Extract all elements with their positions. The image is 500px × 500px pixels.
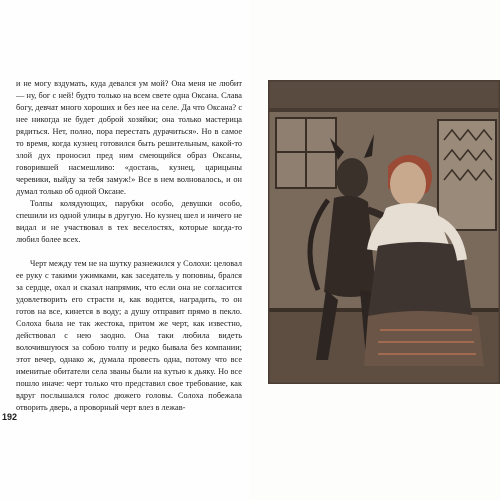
paragraph-2: Толпы колядующих, парубки особо, девушки особо, спешили из одной улицы в другую. Но кузнец шел и ничего не видал и не участвовал в тех веселостях, которые когда-то любил более всех. xyxy=(16,199,242,244)
page-number: 192 xyxy=(2,412,18,422)
illustration-drawing xyxy=(268,80,500,384)
paragraph-3: Черт между тем не на шутку разнежился у Солохи: целовал ее руку с такими ужимками, как заседатель у поповны, брался за сердце, охал и сказал напрямик, что если она не согласится удовлетворить его страсти и, как водится, наградить, то он готов на все, кинется в воду; а душу отправит прямо в пекло. Солоха была не так жестока, притом же черт, как известно, действовал с нею заодно. Она таки любила видеть волочившуюся за собою толпу и редко бывала без компании; этот вечер, однако ж, думала провесть одна, потому что все именитые обитатели села званы были на кутью к дьяку. Но все пошло иначе: черт только что представил свое требование, как вдруг послышался голос дюжего головы. Солоха побежала отворить дверь, а проворный черт влез в лежав- xyxy=(16,259,242,412)
paragraph-1: и не могу вздумать, куда девался ум мой? Она меня не любит — ну, бог с ней! будто только на всем свете одна Оксана. Слава богу, девчат много хороших и без нее на селе. Да что Оксана? с нее никогда не будет доброй хозяйки; она только мастерица рядиться. Нет, полно, пора перестать дурачиться». Но в самое то время, когда кузнец готовился быть решительным, какой-то злой дух проносил пред ним смеющийся образ Оксаны, говорившей насмешливо: «достань, кузнец, царицыны черевики, выйду за тебя замуж!» Все в нем волновалось, и он думал только об одной Оксане. xyxy=(16,79,242,196)
illustration xyxy=(268,80,500,384)
body-text xyxy=(16,78,242,414)
right-page xyxy=(250,0,500,500)
